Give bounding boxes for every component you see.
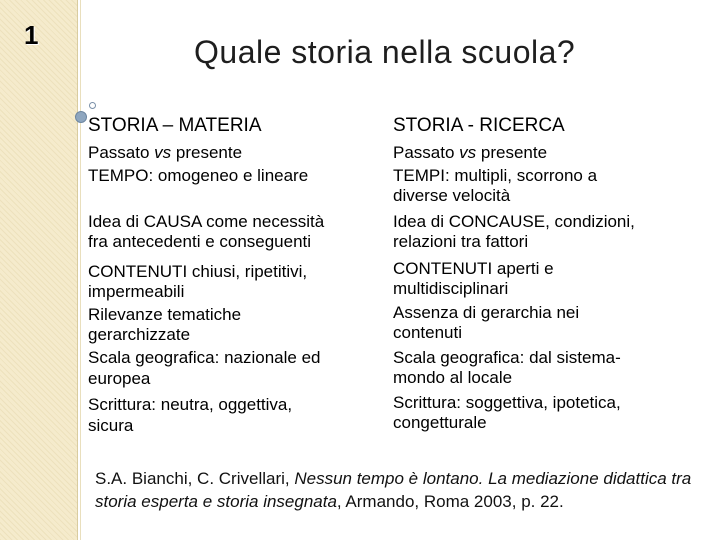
left-column-heading: STORIA – MATERIA bbox=[88, 115, 262, 136]
right-column-line: relazioni tra fattori bbox=[393, 232, 529, 251]
right-column-heading: STORIA - RICERCA bbox=[393, 115, 565, 136]
slide-number: 1 bbox=[24, 20, 39, 50]
left-column-line: impermeabili bbox=[88, 282, 185, 301]
left-line-italic: vs bbox=[154, 143, 172, 162]
slide-title: Quale storia nella scuola? bbox=[194, 34, 576, 70]
side-divider-line bbox=[77, 0, 78, 540]
left-column-line: Rilevanze tematiche bbox=[88, 305, 242, 324]
right-column-line: mondo al locale bbox=[393, 368, 513, 387]
right-line-text: presente bbox=[476, 143, 548, 162]
left-column-line bbox=[88, 143, 242, 164]
bibliographic-citation bbox=[95, 467, 705, 513]
right-column-line: CONTENUTI aperti e bbox=[393, 259, 554, 278]
right-column-line: Idea di CONCAUSE, condizioni, bbox=[393, 212, 635, 231]
left-column-line: CONTENUTI chiusi, ripetitivi, bbox=[88, 262, 308, 281]
left-column-line: fra antecedenti e conseguenti bbox=[88, 232, 312, 251]
left-column-line: gerarchizzate bbox=[88, 325, 191, 344]
citation-authors: S.A. Bianchi, C. Crivellari, bbox=[95, 469, 295, 488]
left-column-line: Idea di CAUSA come necessità bbox=[88, 212, 325, 231]
bullet-ornament-large-circle bbox=[75, 111, 87, 123]
right-column-line bbox=[393, 143, 547, 164]
left-column-line: Scrittura: neutra, oggettiva, bbox=[88, 395, 293, 414]
citation-book-title: Nessun tempo è lontano. La mediazione didattica tra storia esperta e storia insegnata bbox=[95, 469, 692, 511]
left-line-text: presente bbox=[171, 143, 243, 162]
right-column-line: diverse velocità bbox=[393, 186, 511, 205]
right-line-italic: vs bbox=[459, 143, 477, 162]
citation-publisher: , Armando, Roma 2003, p. 22. bbox=[336, 492, 564, 511]
right-column-line: Assenza di gerarchia nei bbox=[393, 303, 580, 322]
right-column-line: Scrittura: soggettiva, ipotetica, bbox=[393, 393, 621, 412]
left-column-line: europea bbox=[88, 369, 151, 388]
right-column-line: TEMPI: multipli, scorrono a bbox=[393, 166, 598, 185]
right-line-text: Passato bbox=[393, 143, 460, 162]
bullet-ornament-small-circle bbox=[89, 102, 96, 109]
left-line-text: Passato bbox=[88, 143, 155, 162]
side-divider-line-inner bbox=[80, 0, 81, 540]
decorative-side-strip bbox=[0, 0, 77, 540]
right-column-line: Scala geografica: dal sistema- bbox=[393, 348, 621, 367]
left-column-line: Scala geografica: nazionale ed bbox=[88, 348, 321, 367]
left-column-line: sicura bbox=[88, 416, 134, 435]
right-column-line: congetturale bbox=[393, 413, 487, 432]
right-column-line: multidisciplinari bbox=[393, 279, 509, 298]
left-column-line: TEMPO: omogeneo e lineare bbox=[88, 166, 309, 185]
right-column-line: contenuti bbox=[393, 323, 462, 342]
